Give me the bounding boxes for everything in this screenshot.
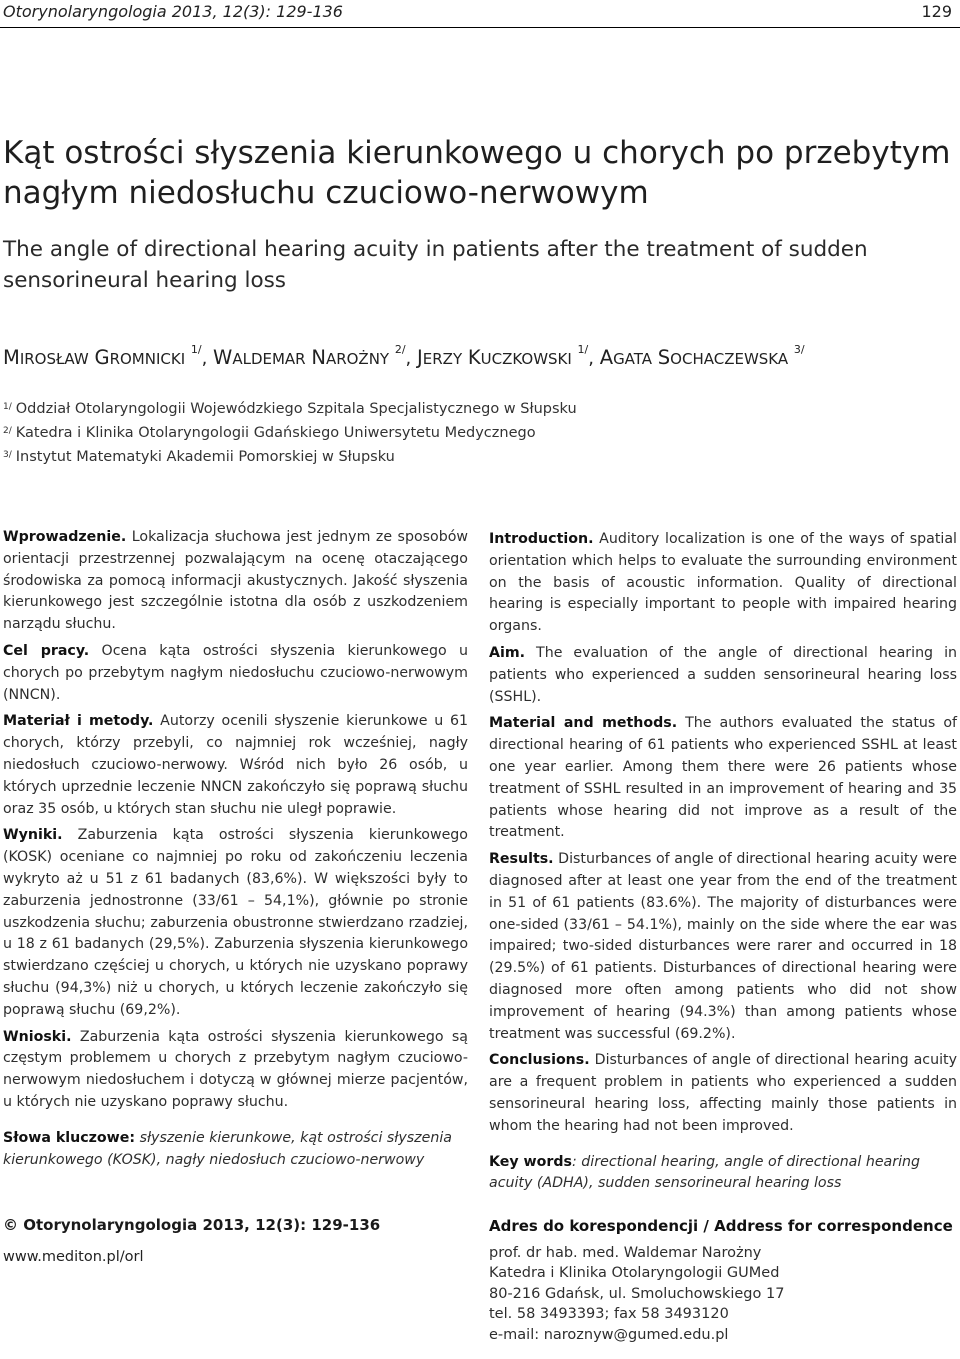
- author: WALDEMAR NAROŻNY $^{2/}$,: [213, 343, 417, 369]
- affiliations: [3, 397, 953, 469]
- abstract-english: [489, 529, 957, 1200]
- abstract-section: Aim. The evaluation of the angle of directional hearing in patients who experienced a sudden sensorineural hearing loss (SSHL).: [489, 644, 958, 705]
- abstract-section: Materiał i metody. Autorzy ocenili słyszenie kierunkowe u 61 chorych, którzy przebyli, co najmniej rok wcześniej, nagły niedosłuch czuciowo-nerwowy. Wśród nich było 26 osób, u których uprzednie leczenie NNCN zakończyło się poprawą słuchu oraz 35 osób, u których stan słuchu nie uległ poprawie.: [3, 713, 469, 817]
- abstract-section: Wyniki. Zaburzenia kąta ostrości słyszenia kierunkowego (KOSK) oceniane co najmniej po roku od zakończeniu leczenia wykryto aż u 51 z 61 badanych (83,6%). W większości były to zaburzenia jednostronne (33/61 – 54,1%), głównie po stronie uszkodzenia słuchu; zaburzenia obustronne stwierdzano rzadziej, u 18 z 61 badanych (29,5%). Zaburzenia słyszenia kierunkowego stwierdzano częściej u chorych, u których nie uzyskano poprawy słuchu (94,3%) niż u chorych, u których leczenie zakończyło się poprawą słuchu (69,2%).: [3, 827, 468, 1018]
- abstract-section: Results. Disturbances of angle of directional hearing acuity were diagnosed after at least one year from the end of the treatment in 51 of 61 patients (83.6%). The majority of disturbances were one-sided (33/61 – 54.1%), mainly on the side where the ear was impaired; two-sided disturbances were rarer and occurred in 18 (29.5%) of 61 patients. Disturbances of directional hearing were diagnosed more often among patients who did not show improvement of hearing (94.3%) than among patients whose treatment was successful (69.2%).: [489, 851, 957, 1042]
- correspondence-address: [489, 1216, 959, 1345]
- header-divider: [0, 27, 960, 28]
- abstract-section: Wprowadzenie. Lokalizacja słuchowa jest jednym ze sposobów orientacji przestrzennej pozwalającym na ocenę otaczającego środowiska za pomocą informacji akustycznych. Jakość słyszenia kierunkowego jest szczególnie istotna dla osób z uszkodzeniem narządu słuchu.: [3, 529, 468, 633]
- copyright-notice: © Otorynolaryngologia 2013, 12(3): 129-136: [3, 1216, 381, 1234]
- author: MIROSŁAW GROMNICKI $^{1/}$,: [3, 343, 214, 369]
- journal-url-link[interactable]: www.mediton.pl/orl: [3, 1249, 144, 1265]
- keywords-english: Key words: directional hearing, angle of directional hearing acuity (ADHA), sudden sensorineural hearing loss: [489, 1153, 921, 1192]
- abstract-section: Wnioski. Zaburzenia kąta ostrości słyszenia kierunkowego są częstym problemem u chorych z przebytym nagłym czuciowo-nerwowym niedosłuchem i dotyczą w głównej mierze pacjentów, u których nie uzyskano poprawy słuchu.: [3, 1028, 468, 1110]
- correspondence-line: prof. dr hab. med. Waldemar Narożny: [489, 1244, 762, 1261]
- affiliation: $^{3/}$ Instytut Matematyki Akademii Pomorskiej w Słupsku: [3, 449, 395, 465]
- article-title-english: The angle of directional hearing acuity in patients after the treatment of sudden sensorineural hearing loss: [3, 237, 868, 293]
- author: AGATA SOCHACZEWSKA $^{3/}$: [599, 343, 805, 369]
- correspondence-email-link[interactable]: e-mail: naroznyw@gumed.edu.pl: [489, 1326, 729, 1343]
- abstract-section: Material and methods. The authors evaluated the status of directional hearing of 61 patients who experienced SSHL at least one year earlier. Among them there were 26 patients whose treatment of SSHL resulted in an improvement of hearing and 35 patients whose hearing did not improve as a result of the treatment.: [489, 715, 957, 841]
- abstract-polish: [3, 527, 468, 1176]
- keywords-polish: Słowa kluczowe: słyszenie kierunkowe, kąt ostrości słyszenia kierunkowego (KOSK), nagły niedosłuch czuciowo-nerwowy: [3, 1129, 452, 1168]
- correspondence-heading: Adres do korespondencji / Address for correspondence: [489, 1217, 953, 1235]
- affiliation: $^{2/}$ Katedra i Klinika Otolaryngologii Gdańskiego Uniwersytetu Medycznego: [3, 425, 536, 441]
- page-number: 129: [921, 2, 952, 21]
- abstract-section: Conclusions. Disturbances of angle of directional hearing acuity are a frequent problem in patients who experienced a sudden sensorineural hearing loss, affecting mainly those patients in whom the hearing had not been improved.: [489, 1052, 957, 1134]
- correspondence-line: tel. 58 3493393; fax 58 3493120: [489, 1306, 729, 1322]
- author-list: [3, 343, 953, 369]
- abstract-section: Cel pracy. Ocena kąta ostrości słyszenia kierunkowego u chorych po przebytym nagłym niedosłuchu czuciowo-nerwowym (NNCN).: [3, 642, 469, 703]
- affiliation: $^{1/}$ Oddział Otolaryngologii Wojewódzkiego Szpitala Specjalistycznego w Słupsku: [3, 401, 577, 417]
- journal-running-header: Otorynolaryngologia 2013, 12(3): 129-136: [3, 2, 343, 21]
- author: JERZY KUCZKOWSKI $^{1/}$,: [417, 343, 600, 369]
- correspondence-line: Katedra i Klinika Otolaryngologii GUMed: [489, 1265, 780, 1281]
- correspondence-line: 80-216 Gdańsk, ul. Smoluchowskiego 17: [489, 1285, 785, 1302]
- article-title-polish: Kąt ostrości słyszenia kierunkowego u chorych po przebytym nagłym niedosłuchu czuciowo-nerwowym: [3, 135, 951, 211]
- abstract-section: Introduction. Auditory localization is one of the ways of spatial orientation which helps to evaluate the surrounding environment on the basis of acoustic information. Quality of directional hearing is especially important to people with impaired hearing organs.: [489, 531, 957, 635]
